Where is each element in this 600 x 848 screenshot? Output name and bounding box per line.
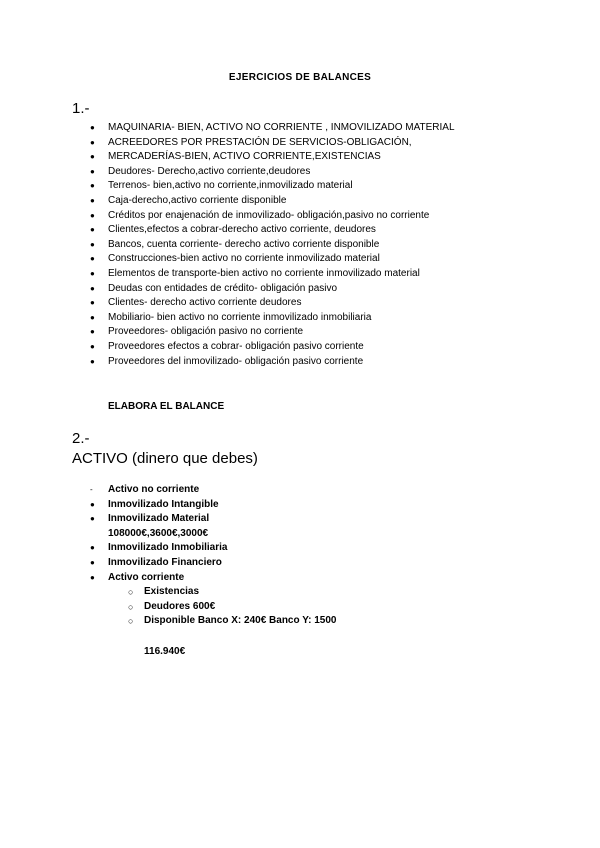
list-item: ● Créditos por enajenación de inmovilizado- obligación,pasivo no corriente [0, 209, 455, 224]
list-item: ○ Disponible Banco X: 240€ Banco Y: 1500 [0, 614, 336, 629]
bullet-icon: ● [90, 225, 95, 235]
bullet-icon: ● [90, 557, 95, 567]
list-item: ○ Existencias [0, 585, 336, 600]
activo-corriente-list [0, 585, 336, 629]
list-item: ● Inmovilizado Material [0, 512, 227, 527]
bullet-icon: ● [90, 166, 95, 176]
list-item: ● Caja-derecho,activo corriente disponible [0, 194, 455, 209]
list-item: ● Activo corriente [0, 571, 227, 586]
bullet-icon: ● [90, 499, 95, 509]
list-item-note: 108000€,3600€,3000€ [108, 527, 209, 539]
bullet-icon: ● [90, 327, 95, 337]
bullet-icon: ● [90, 543, 95, 553]
activo-list [0, 483, 227, 585]
circle-bullet-icon: ○ [128, 601, 134, 612]
bullet-icon: ● [90, 181, 95, 191]
list-item: ● Deudas con entidades de crédito- obligación pasivo [0, 282, 455, 297]
list-item: ● Inmovilizado Financiero [0, 556, 227, 571]
list-item: ● ACREEDORES POR PRESTACIÓN DE SERVICIOS-OBLIGACIÓN, [0, 136, 455, 151]
bullet-icon: ● [90, 254, 95, 264]
list-item: ● Clientes- derecho activo corriente deudores [0, 296, 455, 311]
list-item: ● Clientes,efectos a cobrar-derecho activo corriente, deudores [0, 223, 455, 238]
bullet-icon: ● [90, 312, 95, 322]
list-item: ● MAQUINARIA- BIEN, ACTIVO NO CORRIENTE , INMOVILIZADO MATERIAL [0, 121, 455, 136]
bullet-icon: ● [90, 137, 95, 147]
bullet-icon: ● [90, 195, 95, 205]
list-item: - Activo no corriente [0, 483, 227, 498]
bullet-icon: ● [90, 341, 95, 351]
list-item: ● Bancos, cuenta corriente- derecho activo corriente disponible [0, 238, 455, 253]
list-item: ● Proveedores- obligación pasivo no corriente [0, 325, 455, 340]
list-item: ● Proveedores del inmovilizado- obligación pasivo corriente [0, 355, 455, 370]
bullet-icon: ● [90, 239, 95, 249]
bullet-icon: ● [90, 123, 95, 132]
list-item: ● Proveedores efectos a cobrar- obligación pasivo corriente [0, 340, 455, 355]
activo-heading: ACTIVO (dinero que debes) [72, 450, 258, 467]
bullet-icon: ● [90, 572, 95, 582]
section-1-list [0, 121, 455, 369]
elabora-balance-heading: ELABORA EL BALANCE [108, 401, 225, 412]
list-item: ○ Deudores 600€ [0, 600, 336, 615]
bullet-icon: ● [90, 283, 95, 293]
list-item: ● Construcciones-bien activo no corriente inmovilizado material [0, 252, 455, 267]
list-item: ● Mobiliario- bien activo no corriente inmovilizado inmobiliaria [0, 311, 455, 326]
dash-bullet-icon: - [90, 485, 93, 494]
bullet-icon: ● [90, 514, 95, 524]
bullet-icon: ● [90, 298, 95, 308]
circle-bullet-icon: ○ [128, 587, 134, 597]
circle-bullet-icon: ○ [128, 616, 134, 627]
list-item: ● Deudores- Derecho,activo corriente,deudores [0, 165, 455, 180]
document-title: EJERCICIOS DE BALANCES [228, 72, 372, 83]
list-item: ● Inmovilizado Inmobiliaria [0, 541, 227, 556]
bullet-icon: ● [90, 152, 95, 162]
section-1-heading: 1.- [72, 100, 90, 117]
list-item: ● Elementos de transporte-bien activo no corriente inmovilizado material [0, 267, 455, 282]
list-item: ● Terrenos- bien,activo no corriente,inmovilizado material [0, 179, 455, 194]
list-item: ● MERCADERÍAS-BIEN, ACTIVO CORRIENTE,EXISTENCIAS [0, 150, 455, 165]
bullet-icon: ● [90, 356, 95, 366]
list-item: ● Inmovilizado Intangible [0, 498, 227, 513]
bullet-icon: ● [90, 268, 95, 278]
bullet-icon: ● [90, 210, 95, 220]
total-value: 116.940€ [144, 646, 186, 657]
section-2-heading: 2.- [72, 430, 90, 447]
